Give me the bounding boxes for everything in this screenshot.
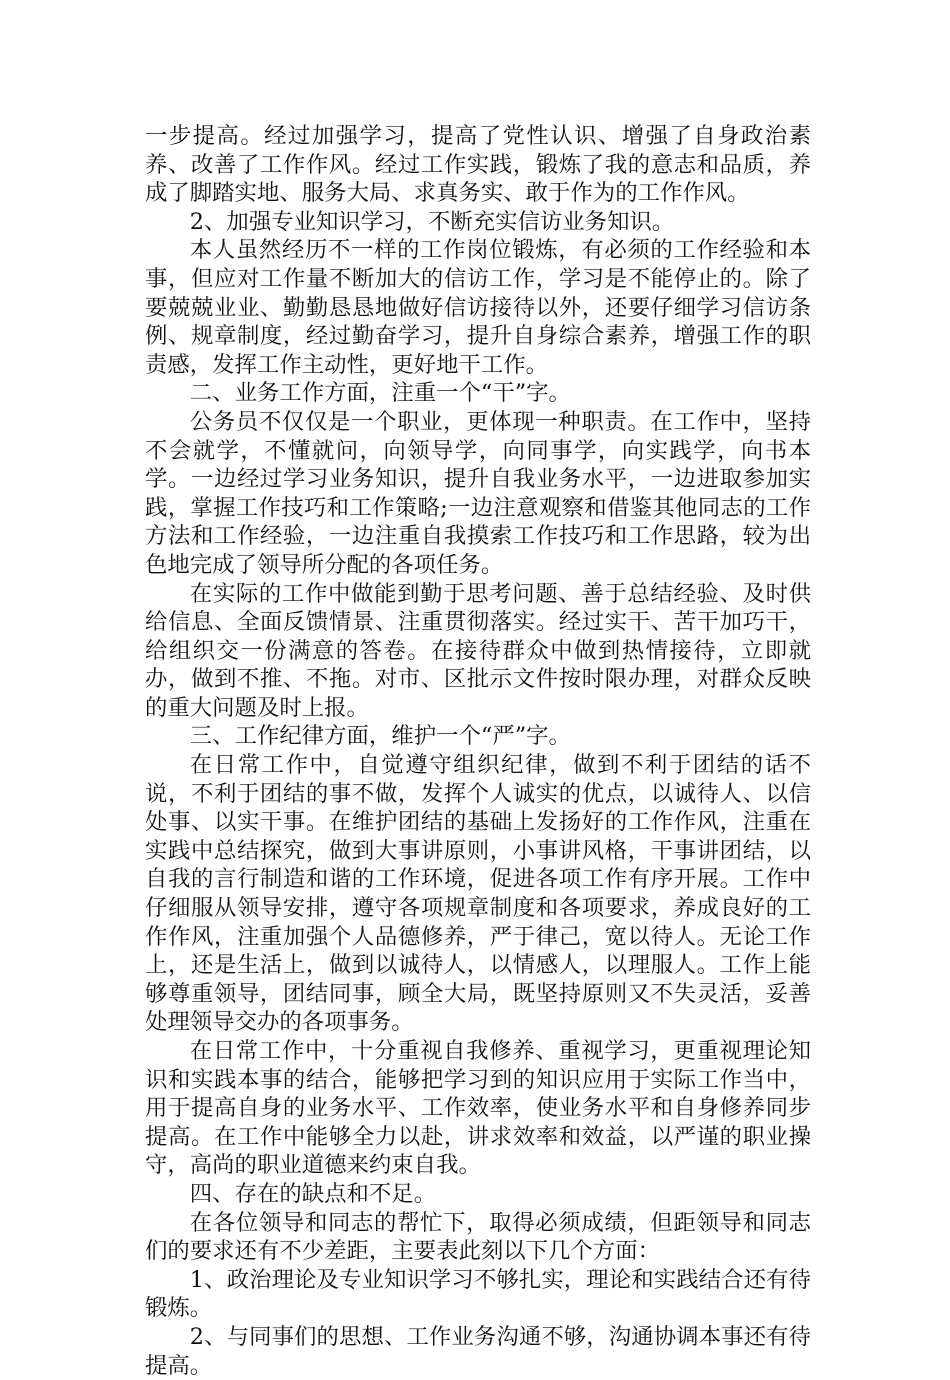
paragraph-continuation: 一步提高。经过加强学习，提高了党性认识、增强了自身政治素养、改善了工作作风。经过工作实践，锻炼了我的意志和品质，养成了脚踏实地、服务大局、求真务实、敢于作为的工作作风。 [145, 123, 811, 207]
list-item: 1、政治理论及专业知识学习不够扎实，理论和实践结合还有待锻炼。 [145, 1266, 811, 1322]
paragraph: 在各位领导和同志的帮忙下，取得必须成绩，但距领导和同志们的要求还有不少差距，主要表此刻以下几个方面： [145, 1209, 811, 1265]
section-heading-3: 三、工作纪律方面，维护一个“严”字。 [189, 723, 571, 750]
document-body [145, 122, 811, 1380]
paragraph: 在日常工作中，自觉遵守组织纪律，做到不利于团结的话不说，不利于团结的事不做，发挥个人诚实的优点，以诚待人、以信处事、以实干事。在维护团结的基础上发扬好的工作作风，注重在实践中总结探究，做到大事讲原则，小事讲风格，干事讲团结，以自我的言行制造和谐的工作环境，促进各项工作有序开展。工作中仔细服从领导安排，遵守各项规章制度和各项要求，养成良好的工作作风，注重加强个人品德修养，严于律己，宽以待人。无论工作上，还是生活上，做到以诚待人，以情感人，以理服人。工作上能够尊重领导，团结同事，顾全大局，既坚持原则又不失灵活，妥善处理领导交办的各项事务。 [145, 752, 811, 1036]
subheading-knowledge: 2、加强专业知识学习，不断充实信访业务知识。 [189, 208, 675, 235]
section-heading-2: 二、业务工作方面，注重一个“干”字。 [189, 380, 571, 407]
paragraph: 在实际的工作中做能到勤于思考问题、善于总结经验、及时供给信息、全面反馈情景、注重贯彻落实。经过实干、苦干加巧干，给组织交一份满意的答卷。在接待群众中做到热情接待，立即就办，做到不推、不拖。对市、区批示文件按时限办理，对群众反映的重大问题及时上报。 [145, 580, 811, 721]
paragraph: 本人虽然经历不一样的工作岗位锻炼，有必须的工作经验和本事，但应对工作量不断加大的信访工作，学习是不能停止的。除了要兢兢业业、勤勤恳恳地做好信访接待以外，还要仔细学习信访条例、规章制度，经过勤奋学习，提升自身综合素养，增强工作的职责感，发挥工作主动性，更好地干工作。 [145, 237, 811, 378]
paragraph: 公务员不仅仅是一个职业，更体现一种职责。在工作中，坚持不会就学，不懂就问，向领导学，向同事学，向实践学，向书本学。一边经过学习业务知识，提升自我业务水平，一边进取参加实践，掌握工作技巧和工作策略;一边注意观察和借鉴其他同志的工作方法和工作经验，一边注重自我摸索工作技巧和工作思路，较为出色地完成了领导所分配的各项任务。 [145, 408, 811, 578]
list-item: 2、与同事们的思想、工作业务沟通不够，沟通协调本事还有待提高。 [145, 1323, 811, 1379]
section-heading-4: 四、存在的缺点和不足。 [189, 1180, 437, 1207]
paragraph: 在日常工作中，十分重视自我修养、重视学习，更重视理论知识和实践本事的结合，能够把学习到的知识应用于实际工作当中，用于提高自身的业务水平、工作效率，使业务水平和自身修养同步提高。在工作中能够全力以赴，讲求效率和效益，以严谨的职业操守，高尚的职业道德来约束自我。 [145, 1038, 811, 1179]
